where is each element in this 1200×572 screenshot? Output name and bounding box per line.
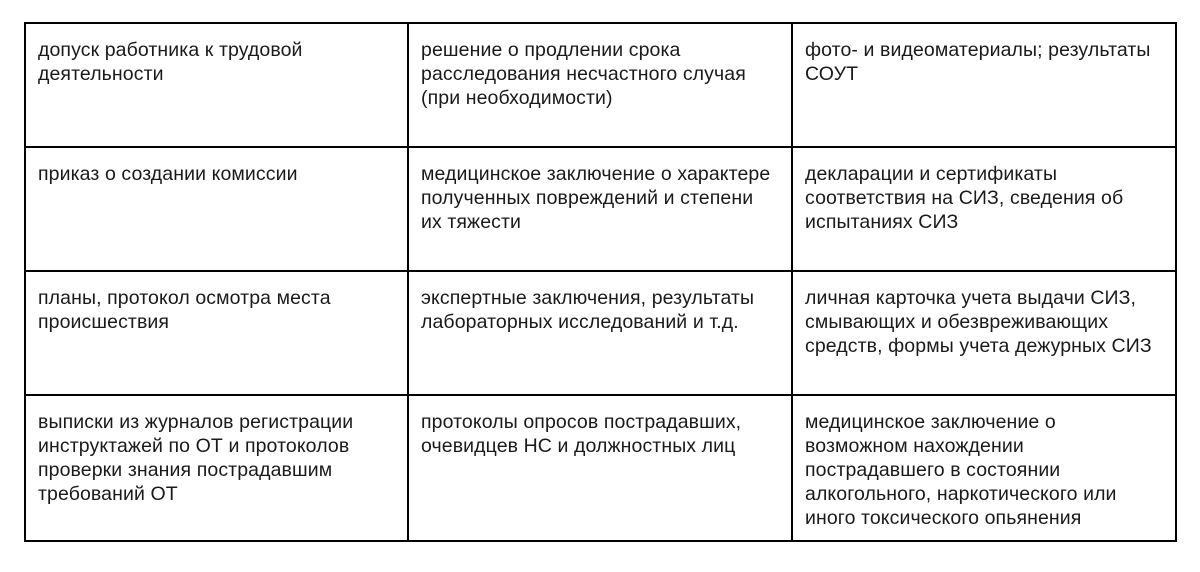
table-cell: медицинское заключение о характере полученных повреждений и степени их тяжести (408, 147, 792, 271)
table-row (25, 395, 1176, 541)
table-cell: допуск работника к трудовой деятельности (25, 23, 408, 147)
table-cell: декларации и сертификаты соответствия на СИЗ, сведения об испытаниях СИЗ (792, 147, 1176, 271)
table-cell: экспертные заключения, результаты лабораторных исследований и т.д. (408, 271, 792, 395)
table-cell: приказ о создании комиссии (25, 147, 408, 271)
documents-table (24, 22, 1177, 542)
table-cell: решение о продлении срока расследования несчастного случая (при необходимости) (408, 23, 792, 147)
table-cell: протоколы опросов пострадавших, очевидцев НС и должностных лиц (408, 395, 792, 541)
table-cell: планы, протокол осмотра места происшествия (25, 271, 408, 395)
table-cell: личная карточка учета выдачи СИЗ, смывающих и обезвреживающих средств, формы учета дежурных СИЗ (792, 271, 1176, 395)
table-row (25, 147, 1176, 271)
table-cell: медицинское заключение о возможном нахождении пострадавшего в состоянии алкогольного, наркотического или иного токсического опьянения (792, 395, 1176, 541)
table-row (25, 271, 1176, 395)
table-cell: фото- и видеоматериалы; результаты СОУТ (792, 23, 1176, 147)
table-cell: выписки из журналов регистрации инструктажей по ОТ и протоколов проверки знания пострадавшим требований ОТ (25, 395, 408, 541)
table-row (25, 23, 1176, 147)
